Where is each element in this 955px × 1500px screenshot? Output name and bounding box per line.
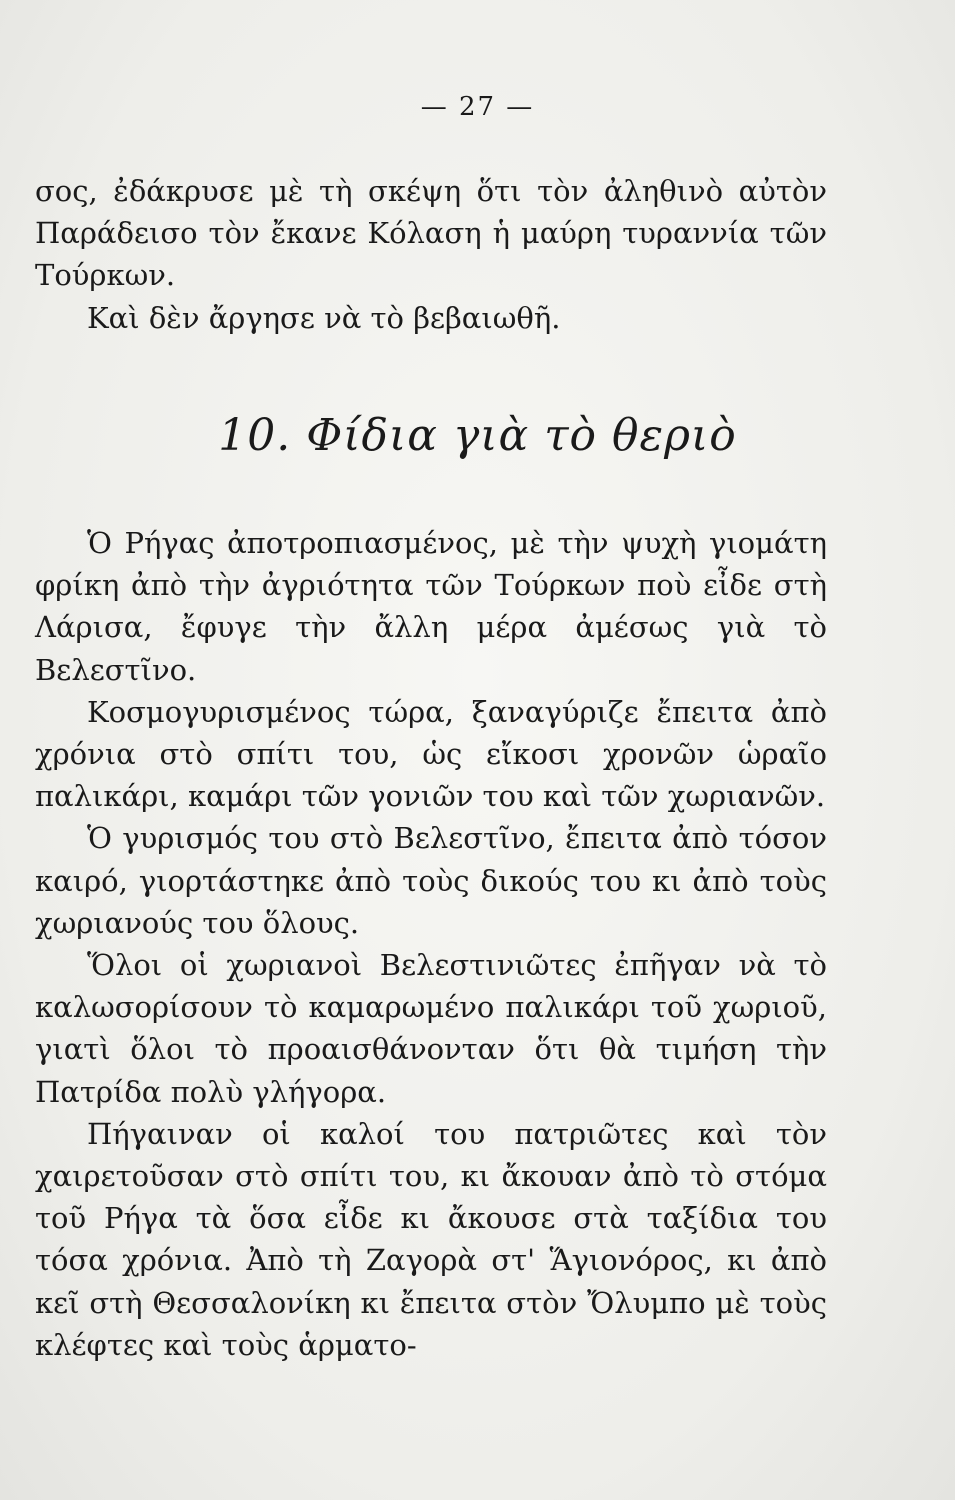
paragraph: Πήγαιναν οἱ καλοί του πατριῶτες καὶ τὸν χαιρετοῦσαν στὸ σπίτι του, κι ἄκουαν ἀπὸ τὸ στόμα τοῦ Ρήγα τὰ ὅσα εἶδε κι ἄκουσε στὰ ταξίδια του τόσα χρόνια. Ἀπὸ τὴ Ζαγορὰ στ' Ἅγιονόρος, κι ἀπὸ κεῖ στὴ Θεσσαλονίκη κι ἔπειτα στὸν Ὄλυμπο μὲ τοὺς κλέφτες καὶ τοὺς ἁρματο-: [35, 1116, 827, 1362]
page-number: — 27 —: [420, 92, 535, 122]
paragraph-continued: σος, ἐδάκρυσε μὲ τὴ σκέψη ὅτι τὸν ἀληθινὸ αὐτὸν Παράδεισο τὸν ἔκανε Κόλαση ἡ μαύρη τυραννία τῶν Τούρκων.: [35, 174, 827, 293]
chapter-heading: 10. Φίδια γιὰ τὸ θεριὸ: [218, 410, 737, 461]
paragraph: Ὁ γυρισμός του στὸ Βελεστῖνο, ἔπειτα ἀπὸ τόσον καιρό, γιορτάστηκε ἀπὸ τοὺς δικούς του κι ἀπὸ τοὺς χωριανούς του ὅλους.: [35, 821, 827, 940]
paragraph: Κοσμογυρισμένος τώρα, ξαναγύριζε ἔπειτα ἀπὸ χρόνια στὸ σπίτι του, ὡς εἴκοσι χρονῶν ὡραῖο παλικάρι, καμάρι τῶν γονιῶν του καὶ τῶν χωριανῶν.: [35, 694, 827, 814]
chapter-body: [35, 522, 827, 1366]
paragraph: Καὶ δὲν ἄργησε νὰ τὸ βεβαιωθῆ.: [87, 300, 561, 335]
paragraph: Ὁ Ρήγας ἀποτροπιασμένος, μὲ τὴν ψυχὴ γιομάτη φρίκη ἀπὸ τὴν ἀγριότητα τῶν Τούρκων ποὺ εἶδε στὴ Λάρισα, ἔφυγε τὴν ἄλλη μέρα ἀμέσως γιὰ τὸ Βελεστῖνο.: [35, 526, 827, 687]
paragraph: Ὅλοι οἱ χωριανοὶ Βελεστινιῶτες ἐπῆγαν νὰ τὸ καλωσορίσουν τὸ καμαρωμένο παλικάρι τοῦ χωριοῦ, γιατὶ ὅλοι τὸ προαισθάνονταν ὅτι θὰ τιμήση τὴν Πατρίδα πολὺ γλήγορα.: [35, 948, 827, 1109]
intro-text: [35, 170, 827, 339]
